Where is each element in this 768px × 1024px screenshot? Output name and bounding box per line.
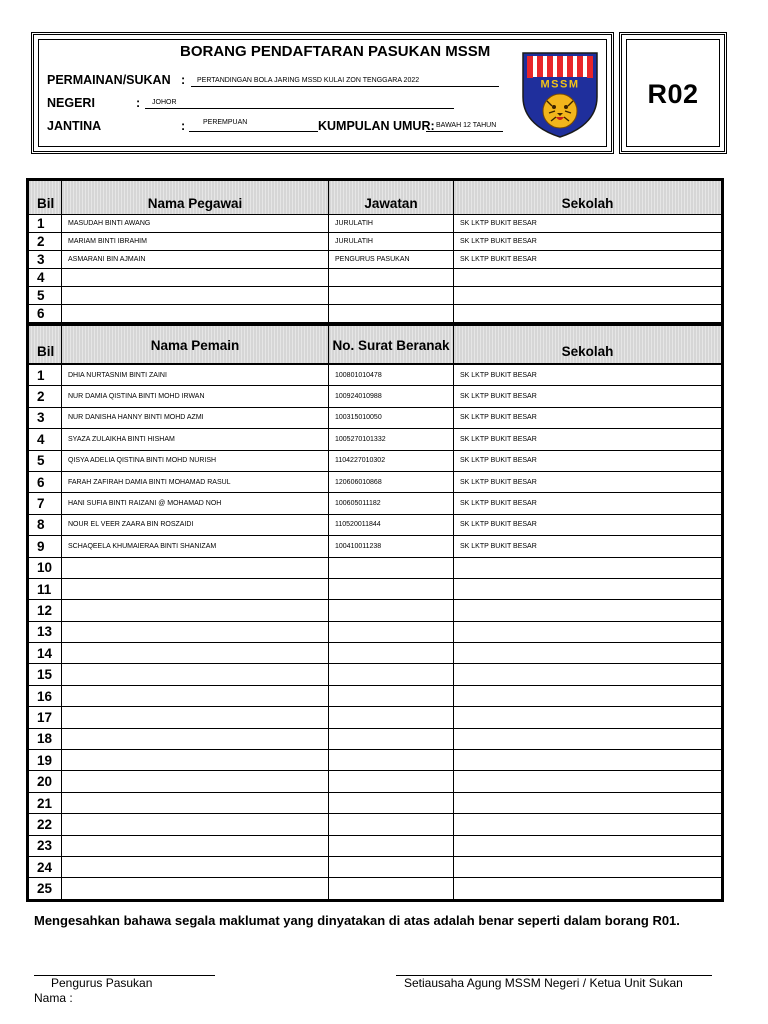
- official-position: PENGURUS PASUKAN: [329, 251, 454, 269]
- player-name: [62, 685, 329, 706]
- jantina-label: JANTINA: [47, 119, 102, 133]
- kumpulan-umur-value: BAWAH 12 TAHUN: [436, 122, 497, 129]
- player-name: SYAZA ZULAIKHA BINTI HISHAM: [62, 429, 329, 450]
- player-school: SK LKTP BUKIT BESAR: [454, 493, 722, 514]
- row-number: 19: [29, 750, 62, 771]
- player-name: [62, 792, 329, 813]
- header-sekolah: Sekolah: [454, 181, 722, 215]
- player-birth-cert-number: [329, 578, 454, 599]
- player-rows: [29, 365, 722, 900]
- table-row: [29, 429, 722, 450]
- player-school: [454, 814, 722, 835]
- table-row: [29, 386, 722, 407]
- player-birth-cert-number: [329, 664, 454, 685]
- table-row: [29, 750, 722, 771]
- player-name: [62, 856, 329, 877]
- player-name: [62, 878, 329, 899]
- player-school: [454, 771, 722, 792]
- player-school: SK LKTP BUKIT BESAR: [454, 536, 722, 557]
- table-row: [29, 578, 722, 599]
- table-row: [29, 685, 722, 706]
- row-number: 14: [29, 643, 62, 664]
- row-number: 22: [29, 814, 62, 835]
- permainan-colon: :: [181, 73, 186, 87]
- header-sekolah: Sekolah: [454, 326, 722, 364]
- player-birth-cert-number: [329, 771, 454, 792]
- player-birth-cert-number: 1104227010302: [329, 450, 454, 471]
- player-birth-cert-number: 100605011182: [329, 493, 454, 514]
- official-position: JURULATIH: [329, 215, 454, 233]
- player-school: [454, 578, 722, 599]
- table-row: [29, 643, 722, 664]
- table-row: [29, 835, 722, 856]
- player-name: DHIA NURTASNIM BINTI ZAINI: [62, 365, 329, 386]
- official-school: SK LKTP BUKIT BESAR: [454, 233, 722, 251]
- player-birth-cert-number: [329, 814, 454, 835]
- table-row: [29, 621, 722, 642]
- players-table: [26, 323, 724, 902]
- player-birth-cert-number: 110520011844: [329, 514, 454, 535]
- row-number: 20: [29, 771, 62, 792]
- table-row: [29, 878, 722, 899]
- official-name: [62, 269, 329, 287]
- official-position: [329, 269, 454, 287]
- row-number: 17: [29, 707, 62, 728]
- player-name: [62, 750, 329, 771]
- row-number: 1: [29, 365, 62, 386]
- player-birth-cert-number: 100801010478: [329, 365, 454, 386]
- official-school: SK LKTP BUKIT BESAR: [454, 251, 722, 269]
- official-school: [454, 269, 722, 287]
- table-row: [29, 771, 722, 792]
- official-name: MASUDAH BINTI AWANG: [62, 215, 329, 233]
- table-row: [29, 792, 722, 813]
- table-row: [29, 450, 722, 471]
- row-number: 1: [29, 215, 62, 233]
- official-name: [62, 305, 329, 323]
- row-number: 6: [29, 471, 62, 492]
- certification-statement: Mengesahkan bahawa segala maklumat yang dinyatakan di atas adalah benar seperti dalam borang R01.: [34, 913, 680, 928]
- player-birth-cert-number: [329, 792, 454, 813]
- official-school: [454, 305, 722, 323]
- player-birth-cert-number: 100410011238: [329, 536, 454, 557]
- player-name: [62, 664, 329, 685]
- table-row: [29, 251, 722, 269]
- row-number: 3: [29, 407, 62, 428]
- row-number: 12: [29, 600, 62, 621]
- table-row: [29, 215, 722, 233]
- row-number: 9: [29, 536, 62, 557]
- negeri-colon: :: [136, 96, 141, 110]
- row-number: 4: [29, 429, 62, 450]
- table-row: [29, 407, 722, 428]
- player-school: SK LKTP BUKIT BESAR: [454, 471, 722, 492]
- table-row: [29, 471, 722, 492]
- header-nama-pemain: Nama Pemain: [62, 326, 329, 364]
- row-number: 5: [29, 450, 62, 471]
- table-row: [29, 557, 722, 578]
- row-number: 5: [29, 287, 62, 305]
- player-name: NOUR EL VEER ZAARA BIN ROSZAIDI: [62, 514, 329, 535]
- player-birth-cert-number: [329, 557, 454, 578]
- row-number: 16: [29, 685, 62, 706]
- table-row: [29, 600, 722, 621]
- player-school: [454, 792, 722, 813]
- player-name: [62, 557, 329, 578]
- player-birth-cert-number: 100315010050: [329, 407, 454, 428]
- player-name: NUR DANISHA HANNY BINTI MOHD AZMI: [62, 407, 329, 428]
- row-number: 6: [29, 305, 62, 323]
- player-birth-cert-number: [329, 600, 454, 621]
- jantina-colon: :: [181, 119, 186, 133]
- player-birth-cert-number: [329, 728, 454, 749]
- player-birth-cert-number: [329, 707, 454, 728]
- player-birth-cert-number: [329, 835, 454, 856]
- player-school: SK LKTP BUKIT BESAR: [454, 386, 722, 407]
- player-birth-cert-number: [329, 878, 454, 899]
- left-name-label: Nama :: [34, 991, 73, 1005]
- table-row: [29, 814, 722, 835]
- player-school: [454, 643, 722, 664]
- player-birth-cert-number: [329, 685, 454, 706]
- form-title: BORANG PENDAFTARAN PASUKAN MSSM: [180, 43, 491, 60]
- officials-table: [26, 178, 724, 325]
- player-school: [454, 750, 722, 771]
- player-name: SCHAQEELA KHUMAIERAA BINTI SHANIZAM: [62, 536, 329, 557]
- row-number: 21: [29, 792, 62, 813]
- table-row: [29, 493, 722, 514]
- player-school: SK LKTP BUKIT BESAR: [454, 450, 722, 471]
- tiger-head-icon: [543, 94, 577, 128]
- table-row: [29, 707, 722, 728]
- header-jawatan: Jawatan: [329, 181, 454, 215]
- row-number: 24: [29, 856, 62, 877]
- row-number: 10: [29, 557, 62, 578]
- form-code: R02: [647, 79, 699, 109]
- header-nama-pegawai: Nama Pegawai: [62, 181, 329, 215]
- player-school: [454, 878, 722, 899]
- row-number: 2: [29, 386, 62, 407]
- table-row: [29, 305, 722, 323]
- player-school: SK LKTP BUKIT BESAR: [454, 365, 722, 386]
- table-row: [29, 536, 722, 557]
- row-number: 15: [29, 664, 62, 685]
- player-name: [62, 707, 329, 728]
- table-row: [29, 287, 722, 305]
- player-school: SK LKTP BUKIT BESAR: [454, 407, 722, 428]
- player-school: [454, 835, 722, 856]
- player-school: [454, 728, 722, 749]
- table-row: [29, 365, 722, 386]
- header-bil: Bil: [29, 181, 62, 215]
- player-school: [454, 600, 722, 621]
- player-school: [454, 664, 722, 685]
- player-name: [62, 728, 329, 749]
- player-birth-cert-number: 1005270101332: [329, 429, 454, 450]
- left-signature-label: Pengurus Pasukan: [51, 976, 153, 990]
- table-row: [29, 664, 722, 685]
- player-school: SK LKTP BUKIT BESAR: [454, 429, 722, 450]
- right-signature-label: Setiausaha Agung MSSM Negeri / Ketua Unit Sukan: [404, 976, 683, 990]
- official-name: [62, 287, 329, 305]
- row-number: 13: [29, 621, 62, 642]
- official-position: JURULATIH: [329, 233, 454, 251]
- row-number: 23: [29, 835, 62, 856]
- logo-text: MSSM: [540, 78, 580, 91]
- kumpulan-umur-label: KUMPULAN UMUR:: [318, 119, 435, 133]
- header-no-surat-beranak: No. Surat Beranak: [329, 326, 454, 364]
- form-code-box: [619, 32, 727, 154]
- table-row: [29, 514, 722, 535]
- player-birth-cert-number: [329, 750, 454, 771]
- player-name: [62, 578, 329, 599]
- players-header-row: [29, 326, 722, 364]
- player-school: [454, 621, 722, 642]
- player-name: [62, 835, 329, 856]
- row-number: 25: [29, 878, 62, 899]
- official-school: SK LKTP BUKIT BESAR: [454, 215, 722, 233]
- permainan-underline: [191, 86, 499, 87]
- player-birth-cert-number: [329, 643, 454, 664]
- table-row: [29, 233, 722, 251]
- player-name: NUR DAMIA QISTINA BINTI MOHD IRWAN: [62, 386, 329, 407]
- player-name: QISYA ADELIA QISTINA BINTI MOHD NURISH: [62, 450, 329, 471]
- row-number: 7: [29, 493, 62, 514]
- player-name: HANI SUFIA BINTI RAIZANI @ MOHAMAD NOH: [62, 493, 329, 514]
- table-row: [29, 856, 722, 877]
- player-name: [62, 771, 329, 792]
- player-school: [454, 707, 722, 728]
- player-name: [62, 600, 329, 621]
- mssm-logo: [521, 51, 599, 139]
- player-name: [62, 643, 329, 664]
- player-school: SK LKTP BUKIT BESAR: [454, 514, 722, 535]
- row-number: 2: [29, 233, 62, 251]
- negeri-label: NEGERI: [47, 96, 95, 110]
- negeri-underline: [145, 108, 454, 109]
- official-name: MARIAM BINTI IBRAHIM: [62, 233, 329, 251]
- row-number: 4: [29, 269, 62, 287]
- player-name: [62, 621, 329, 642]
- player-birth-cert-number: [329, 856, 454, 877]
- row-number: 11: [29, 578, 62, 599]
- official-name: ASMARANI BIN AJMAIN: [62, 251, 329, 269]
- player-birth-cert-number: [329, 621, 454, 642]
- player-birth-cert-number: 120606010868: [329, 471, 454, 492]
- official-position: [329, 305, 454, 323]
- permainan-label: PERMAINAN/SUKAN: [47, 73, 171, 87]
- row-number: 8: [29, 514, 62, 535]
- player-school: [454, 557, 722, 578]
- player-birth-cert-number: 100924010988: [329, 386, 454, 407]
- row-number: 3: [29, 251, 62, 269]
- jantina-underline: [189, 131, 318, 132]
- player-name: [62, 814, 329, 835]
- header-bil: Bil: [29, 326, 62, 364]
- player-school: [454, 685, 722, 706]
- official-school: [454, 287, 722, 305]
- row-number: 18: [29, 728, 62, 749]
- jantina-value: PEREMPUAN: [203, 119, 248, 126]
- player-school: [454, 856, 722, 877]
- officials-header-row: [29, 181, 722, 215]
- player-name: FARAH ZAFIRAH DAMIA BINTI MOHAMAD RASUL: [62, 471, 329, 492]
- table-row: [29, 269, 722, 287]
- kumpulan-umur-underline: [426, 131, 503, 132]
- official-position: [329, 287, 454, 305]
- permainan-value: PERTANDINGAN BOLA JARING MSSD KULAI ZON TENGGARA 2022: [197, 77, 420, 84]
- logo-stripes: [527, 56, 593, 78]
- table-row: [29, 728, 722, 749]
- negeri-value: JOHOR: [152, 99, 177, 106]
